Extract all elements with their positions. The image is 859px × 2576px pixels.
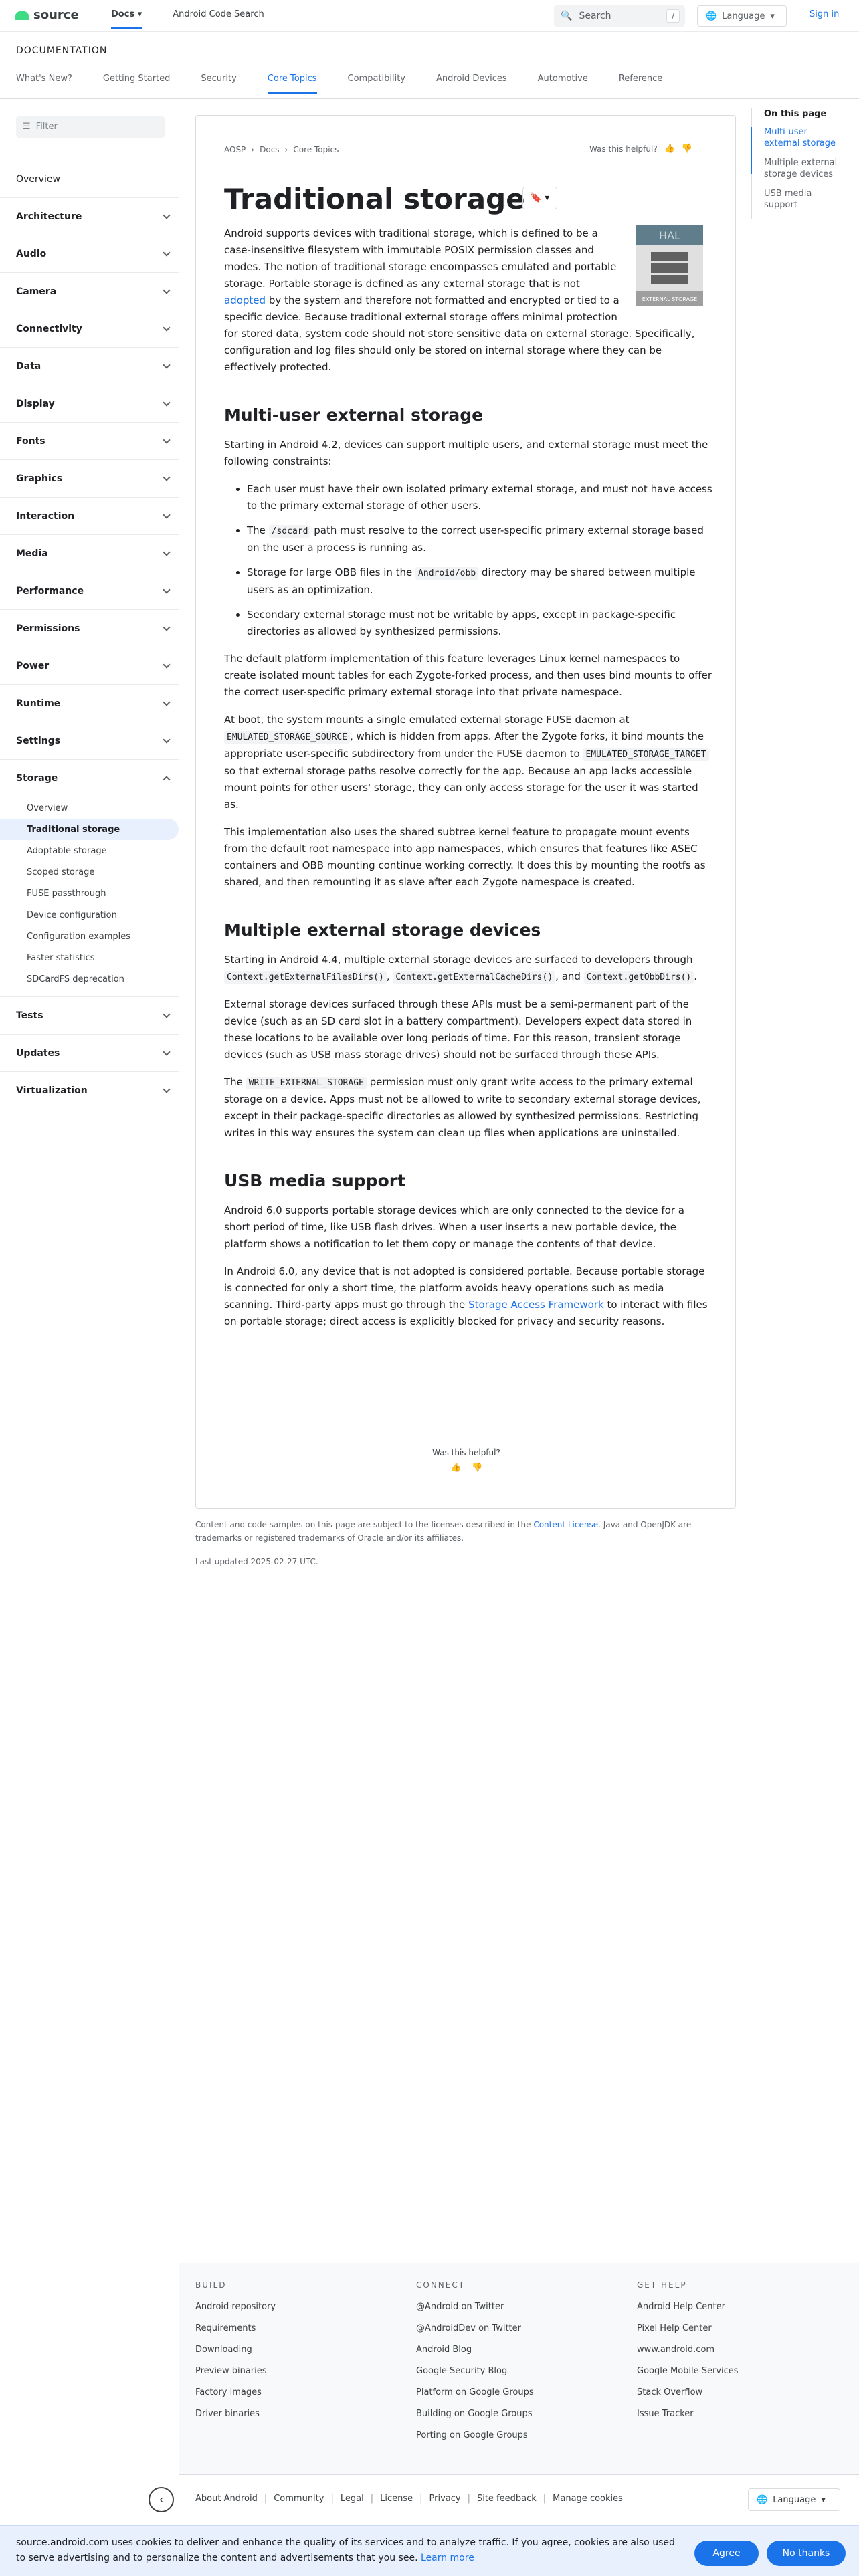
- chevron-down-icon: [163, 586, 170, 593]
- list-item: • The /sdcard path must resolve to the correct user-specific primary external storage based on the user a process is running as.: [247, 522, 712, 556]
- paragraph: In Android 6.0, any device that is not adopted is considered portable. Because portable storage is connected for only a short time, the platform avoids heavy operations such as media scanning. Third-party apps must go through the Storage Access Framework to interact with files on portable storage; direct access is explicitly blocked for privacy and security reasons.: [224, 1265, 708, 1327]
- thumb-down-icon[interactable]: 👎: [681, 144, 692, 154]
- footer-link[interactable]: Android repository: [195, 2302, 276, 2312]
- search-input[interactable]: 🔍 Search /: [554, 5, 685, 27]
- sidebar-item-label: Media: [16, 548, 48, 559]
- sidebar-item-label: Audio: [16, 248, 47, 259]
- page-title: Traditional storage: [224, 183, 525, 215]
- sidebar-item-label: Virtualization: [16, 1085, 88, 1096]
- footer-column-get-help: [637, 2280, 739, 2430]
- footer-column-heading: CONNECT: [416, 2280, 466, 2290]
- list-item: • Each user must have their own isolated primary external storage, and must not have access to the primary external storage of other users.: [247, 481, 712, 514]
- footer-links: [195, 2494, 623, 2504]
- nav-code-search[interactable]: Android Code Search: [173, 9, 264, 19]
- chevron-down-icon: [163, 548, 170, 556]
- storage-subnav: [0, 797, 179, 997]
- sidebar-item-label: Tests: [16, 1010, 43, 1021]
- list-item: • Storage for large OBB files in the Android/obb directory may be shared between multiple users as an optimization.: [247, 564, 712, 599]
- footer-link[interactable]: www.android.com: [637, 2345, 715, 2355]
- sidebar-subitem-adoptable-storage[interactable]: Adoptable storage: [27, 845, 107, 856]
- footer-link[interactable]: Issue Tracker: [637, 2409, 694, 2419]
- sidebar-item-label: Updates: [16, 1047, 60, 1059]
- thumb-down-icon[interactable]: 👎: [472, 1463, 483, 1473]
- paragraph: External storage devices surfaced through these APIs must be a semi-permanent part of the device (such as an SD card slot in a battery compartment). Developers expect data stored in these locations to be available over long periods of time. For this reason, transient storage devices (such as USB mass storage drives) should not be surfaced through these APIs.: [224, 998, 692, 1061]
- sidebar-item-display[interactable]: [0, 385, 179, 423]
- sidebar-item-label: Data: [16, 360, 41, 372]
- chevron-down-icon: [163, 661, 170, 668]
- doc-tabs: [16, 74, 662, 94]
- sidebar-subitem-overview[interactable]: Overview: [27, 802, 68, 813]
- top-nav: [111, 9, 264, 29]
- chevron-down-icon: [163, 324, 170, 331]
- footer-link[interactable]: Preview binaries: [195, 2366, 267, 2376]
- hal-external-storage-icon: [636, 225, 703, 306]
- footer-link[interactable]: Platform on Google Groups: [416, 2387, 534, 2397]
- list-item: • Secondary external storage must not be writable by apps, except in package-specific directories as allowed by synthesized permissions.: [247, 607, 712, 640]
- documentation-bar: [0, 32, 859, 99]
- sidebar-item-power[interactable]: [0, 647, 179, 685]
- bookmark-icon: 🔖: [530, 193, 543, 203]
- thumb-up-icon[interactable]: 👍: [450, 1463, 462, 1473]
- footer-link[interactable]: Google Security Blog: [416, 2366, 508, 2376]
- footer-column-build: [195, 2280, 276, 2430]
- paragraph: Starting in Android 4.2, devices can support multiple users, and external storage must meet the following constraints:: [224, 439, 708, 467]
- breadcrumb-docs[interactable]: Docs: [260, 145, 280, 154]
- thumb-up-icon[interactable]: 👍: [664, 144, 675, 154]
- sidebar-item-virtualization[interactable]: [0, 1072, 179, 1109]
- sidebar-item-label: Graphics: [16, 473, 63, 484]
- footer-bottom-link[interactable]: Site feedback: [476, 2494, 537, 2504]
- sidebar-item-performance[interactable]: [0, 572, 179, 610]
- paragraph: The default platform implementation of this feature leverages Linux kernel namespaces to create isolated mount tables for each Zygote-forked process, and then uses bind mounts to offer the correct user-specific primary external storage into that private namespace.: [224, 653, 712, 698]
- sidebar-subitem-faster-statistics[interactable]: Faster statistics: [27, 952, 95, 963]
- footer-bottom-link[interactable]: Manage cookies: [553, 2494, 623, 2504]
- chevron-right-icon: ›: [251, 145, 255, 154]
- article-body: [224, 225, 712, 1341]
- adopted-link[interactable]: adopted: [224, 294, 266, 306]
- breadcrumb: [224, 145, 339, 154]
- last-updated: Last updated 2025-02-27 UTC.: [195, 1557, 318, 1566]
- footer-link[interactable]: Google Mobile Services: [637, 2366, 739, 2376]
- sidebar-item-label: Interaction: [16, 510, 75, 522]
- sidebar-item-graphics[interactable]: [0, 460, 179, 498]
- sidebar-item-permissions[interactable]: [0, 610, 179, 647]
- sidebar-item-overview[interactable]: [0, 160, 179, 198]
- sidebar: [0, 99, 179, 2525]
- link-separator: |: [467, 2494, 470, 2504]
- footer-link[interactable]: @AndroidDev on Twitter: [416, 2323, 521, 2333]
- tab-core-topics[interactable]: Core Topics: [268, 74, 317, 94]
- sidebar-item-tests[interactable]: [0, 997, 179, 1035]
- sidebar-subitem-device-configuration[interactable]: Device configuration: [27, 909, 117, 920]
- footer-column-heading: BUILD: [195, 2280, 227, 2290]
- footer-link[interactable]: Porting on Google Groups: [416, 2430, 528, 2440]
- chevron-down-icon: [163, 286, 170, 294]
- footer-column-heading: GET HELP: [637, 2280, 687, 2290]
- tab-security[interactable]: Security: [201, 74, 237, 84]
- footer-bottom-link[interactable]: About Android: [195, 2494, 258, 2504]
- tab-reference[interactable]: Reference: [618, 74, 663, 84]
- chevron-down-icon: ▾: [545, 193, 550, 203]
- sidebar-subitem-configuration-examples[interactable]: Configuration examples: [27, 931, 131, 942]
- footer-link[interactable]: Building on Google Groups: [416, 2409, 533, 2419]
- globe-icon: 🌐: [706, 11, 717, 21]
- language-select[interactable]: 🌐 Language ▾: [697, 5, 787, 27]
- link-separator: |: [419, 2494, 423, 2504]
- sidebar-item-label: Camera: [16, 286, 57, 297]
- sidebar-item-updates[interactable]: [0, 1035, 179, 1072]
- sidebar-item-runtime[interactable]: [0, 685, 179, 722]
- top-bar: [0, 0, 859, 32]
- chevron-down-icon: ▾: [770, 11, 775, 21]
- footer-link[interactable]: Downloading: [195, 2345, 252, 2355]
- android-logo-icon: [15, 11, 29, 20]
- footer-link[interactable]: Android Help Center: [637, 2302, 725, 2312]
- table-of-contents: [751, 108, 844, 219]
- link-separator: |: [264, 2494, 268, 2504]
- source-logo[interactable]: source: [15, 8, 79, 22]
- breadcrumb-core-topics[interactable]: Core Topics: [293, 145, 339, 154]
- chevron-left-icon: ‹: [159, 2493, 164, 2506]
- sidebar-item-label: Performance: [16, 585, 84, 597]
- paragraph: This implementation also uses the shared subtree kernel feature to propagate mount events from the default root namespace into app namespaces, which ensures that features like ASEC containers and OBB mounting continue working correctly. It does this by mounting the rootfs as shared, and then remounting it as slave after each Zygote namespace is created.: [224, 826, 706, 888]
- sidebar-item-interaction[interactable]: [0, 498, 179, 535]
- sidebar-item-label: Overview: [16, 173, 60, 185]
- chevron-up-icon: [163, 776, 170, 783]
- footer-language-select[interactable]: 🌐 Language ▾: [748, 2488, 840, 2511]
- footer-link[interactable]: Requirements: [195, 2323, 256, 2333]
- learn-more-link[interactable]: Learn more: [420, 2553, 474, 2563]
- agree-button[interactable]: Agree: [694, 2541, 759, 2566]
- paragraph: Android 6.0 supports portable storage devices which are only connected to the device for a short period of time, like USB flash drives. When a user inserts a new portable device, the platform shows a notification to let them copy or manage the contents of that device.: [224, 1204, 684, 1250]
- sidebar-subitem-traditional-storage[interactable]: Traditional storage: [0, 819, 179, 840]
- chevron-down-icon: [163, 736, 170, 743]
- sidebar-subitem-fuse-passthrough[interactable]: FUSE passthrough: [27, 888, 106, 899]
- site-footer: [179, 2263, 859, 2474]
- footer-bottom-link[interactable]: Privacy: [429, 2494, 461, 2504]
- sidebar-item-label: Permissions: [16, 623, 80, 634]
- svg-text:HAL: HAL: [659, 229, 680, 242]
- article-card: [195, 115, 736, 1509]
- sidebar-item-camera[interactable]: [0, 273, 179, 310]
- sidebar-nav: [0, 160, 179, 1109]
- chevron-down-icon: [163, 698, 170, 706]
- cookie-text: source.android.com uses cookies to deliver and enhance the quality of its services and to analyze traffic. If you agree, cookies are also used to serve advertising and to personalize the content and advertisements that you see. Learn more: [16, 2537, 675, 2563]
- sidebar-item-fonts[interactable]: [0, 423, 179, 460]
- section-heading-multiple-devices: Multiple external storage devices: [224, 920, 541, 940]
- chevron-down-icon: [163, 511, 170, 518]
- filter-icon: ☰: [23, 122, 31, 132]
- constraints-list: [247, 481, 712, 640]
- tab-android-devices[interactable]: Android Devices: [436, 74, 507, 84]
- sidebar-item-label: Display: [16, 398, 55, 409]
- sidebar-item-label: Architecture: [16, 211, 82, 222]
- chevron-down-icon: [163, 211, 170, 219]
- nav-docs[interactable]: Docs ▾: [111, 9, 142, 29]
- toc-item-multi-user[interactable]: Multi-user external storage: [764, 127, 836, 148]
- sidebar-item-label: Runtime: [16, 697, 61, 709]
- paragraph: Starting in Android 4.4, multiple external storage devices are surfaced to developers through Context.getExternalFilesDirs() , Context.getExternalCacheDirs() , and Context.getObbDirs() .: [224, 954, 698, 982]
- footer-bottom-bar: [159, 2474, 859, 2525]
- sidebar-item-connectivity[interactable]: [0, 310, 179, 348]
- breadcrumb-aosp[interactable]: AOSP: [224, 145, 246, 154]
- documentation-title: DOCUMENTATION: [16, 45, 108, 56]
- no-thanks-button[interactable]: No thanks: [767, 2541, 846, 2566]
- sidebar-item-audio[interactable]: [0, 235, 179, 273]
- sidebar-item-data[interactable]: [0, 348, 179, 385]
- footer-column-connect: [416, 2280, 534, 2452]
- toc-item-usb-media[interactable]: USB media support: [764, 189, 812, 210]
- link-separator: |: [543, 2494, 547, 2504]
- chevron-down-icon: [163, 361, 170, 368]
- footer-link[interactable]: Factory images: [195, 2387, 262, 2397]
- sign-in-link[interactable]: Sign in: [809, 9, 840, 19]
- tab-getting-started[interactable]: Getting Started: [102, 74, 171, 84]
- footer-link[interactable]: Stack Overflow: [637, 2387, 703, 2397]
- section-heading-multi-user: Multi-user external storage: [224, 405, 484, 425]
- sidebar-item-label: Connectivity: [16, 323, 82, 334]
- footer-link[interactable]: Driver binaries: [195, 2409, 260, 2419]
- footer-bottom-link[interactable]: Community: [274, 2494, 324, 2504]
- footer-link[interactable]: Pixel Help Center: [637, 2323, 712, 2333]
- tab-whats-new[interactable]: What's New?: [16, 74, 72, 84]
- chevron-down-icon: [163, 473, 170, 481]
- sidebar-item-label: Power: [16, 660, 50, 671]
- sidebar-item-label: Settings: [16, 735, 61, 746]
- chevron-down-icon: [163, 249, 170, 256]
- sidebar-item-storage[interactable]: [0, 760, 179, 797]
- chevron-down-icon: [163, 623, 170, 631]
- helpful-prompt-bottom: Was this helpful? 👍 👎: [432, 1448, 500, 1473]
- storage-access-framework-link[interactable]: Storage Access Framework: [468, 1299, 604, 1311]
- cookie-banner: [0, 2525, 859, 2576]
- license-notice: Content and code samples on this page are subject to the licenses described in the Content License. Java and OpenJDK are trademarks or registered trademarks of Oracle and/or its affiliates.: [195, 1520, 692, 1543]
- sidebar-item-label: Fonts: [16, 435, 45, 447]
- paragraph: The WRITE_EXTERNAL_STORAGE permission must only grant write access to the primary external storage on a device. Apps must not be allowed to write to secondary external storage devices, except in their package-specific directories as allowed by synthesized permissions. Restricting writes in this way ensures the system can clean up files when applications are uninstalled.: [224, 1076, 701, 1139]
- chevron-down-icon: [163, 436, 170, 443]
- section-heading-usb-media: USB media support: [224, 1171, 406, 1190]
- tab-compatibility[interactable]: Compatibility: [347, 74, 405, 84]
- footer-link[interactable]: Android Blog: [416, 2345, 472, 2355]
- content-license-link[interactable]: Content License: [533, 1520, 599, 1529]
- collapse-sidebar-button[interactable]: [149, 2487, 174, 2512]
- sidebar-item-media[interactable]: [0, 535, 179, 572]
- chevron-down-icon: [163, 1010, 170, 1018]
- helpful-prompt-top: Was this helpful? 👍 👎: [589, 144, 692, 154]
- filter-input[interactable]: ☰ Filter: [16, 116, 165, 138]
- bookmark-button[interactable]: [522, 187, 557, 209]
- footer-bottom-link[interactable]: License: [380, 2494, 413, 2504]
- intro-paragraph: Android supports devices with traditional storage, which is defined to be a case-insensitive filesystem with immutable POSIX permission classes and modes. The notion of traditional storage encompasses emulated and portable storage. Portable storage is defined as any external storage that is not adopted by the system and therefore not formatted and encrypted or tied to a specific device. Because traditional external storage offers minimal protection for stored data, system code should not store sensitive data on external storage. Specifically, configuration and log files should only be stored on internal storage where they can be effectively protected.: [224, 227, 695, 373]
- search-shortcut: /: [666, 9, 680, 23]
- sidebar-subitem-sdcardfs-deprecation[interactable]: SDCardFS deprecation: [27, 974, 124, 984]
- link-separator: |: [370, 2494, 374, 2504]
- chevron-down-icon: ▾: [821, 2494, 826, 2505]
- tab-automotive[interactable]: Automotive: [537, 74, 588, 84]
- footer-bottom-link[interactable]: Legal: [340, 2494, 364, 2504]
- toc-active-indicator: [751, 127, 752, 174]
- search-icon: 🔍: [561, 11, 573, 21]
- toc-heading: On this page: [764, 109, 827, 119]
- globe-icon: 🌐: [757, 2494, 768, 2505]
- link-separator: |: [330, 2494, 334, 2504]
- sidebar-item-architecture[interactable]: [0, 198, 179, 235]
- sidebar-item-label: Storage: [16, 773, 58, 784]
- svg-text:EXTERNAL STORAGE: EXTERNAL STORAGE: [642, 296, 698, 302]
- chevron-down-icon: [163, 1048, 170, 1055]
- sidebar-item-settings[interactable]: [0, 722, 179, 760]
- chevron-right-icon: ›: [284, 145, 288, 154]
- paragraph: At boot, the system mounts a single emulated external storage FUSE daemon at EMULATED_STORAGE_SOURCE , which is hidden from apps. After the Zygote forks, it bind mounts the appropriate user-specific subdirectory from under the FUSE daemon to EMULATED_STORAGE_TARGET so that external storage paths resolve correctly for the app. Because an app lacks accessible mount points for other users' storage, they can only access storage for the user it was started as.: [224, 712, 712, 813]
- chevron-down-icon: [163, 1085, 170, 1093]
- toc-item-multiple-devices[interactable]: Multiple external storage devices: [764, 158, 838, 179]
- footer-link[interactable]: @Android on Twitter: [416, 2302, 504, 2312]
- chevron-down-icon: [163, 399, 170, 406]
- sidebar-subitem-scoped-storage[interactable]: Scoped storage: [27, 867, 95, 877]
